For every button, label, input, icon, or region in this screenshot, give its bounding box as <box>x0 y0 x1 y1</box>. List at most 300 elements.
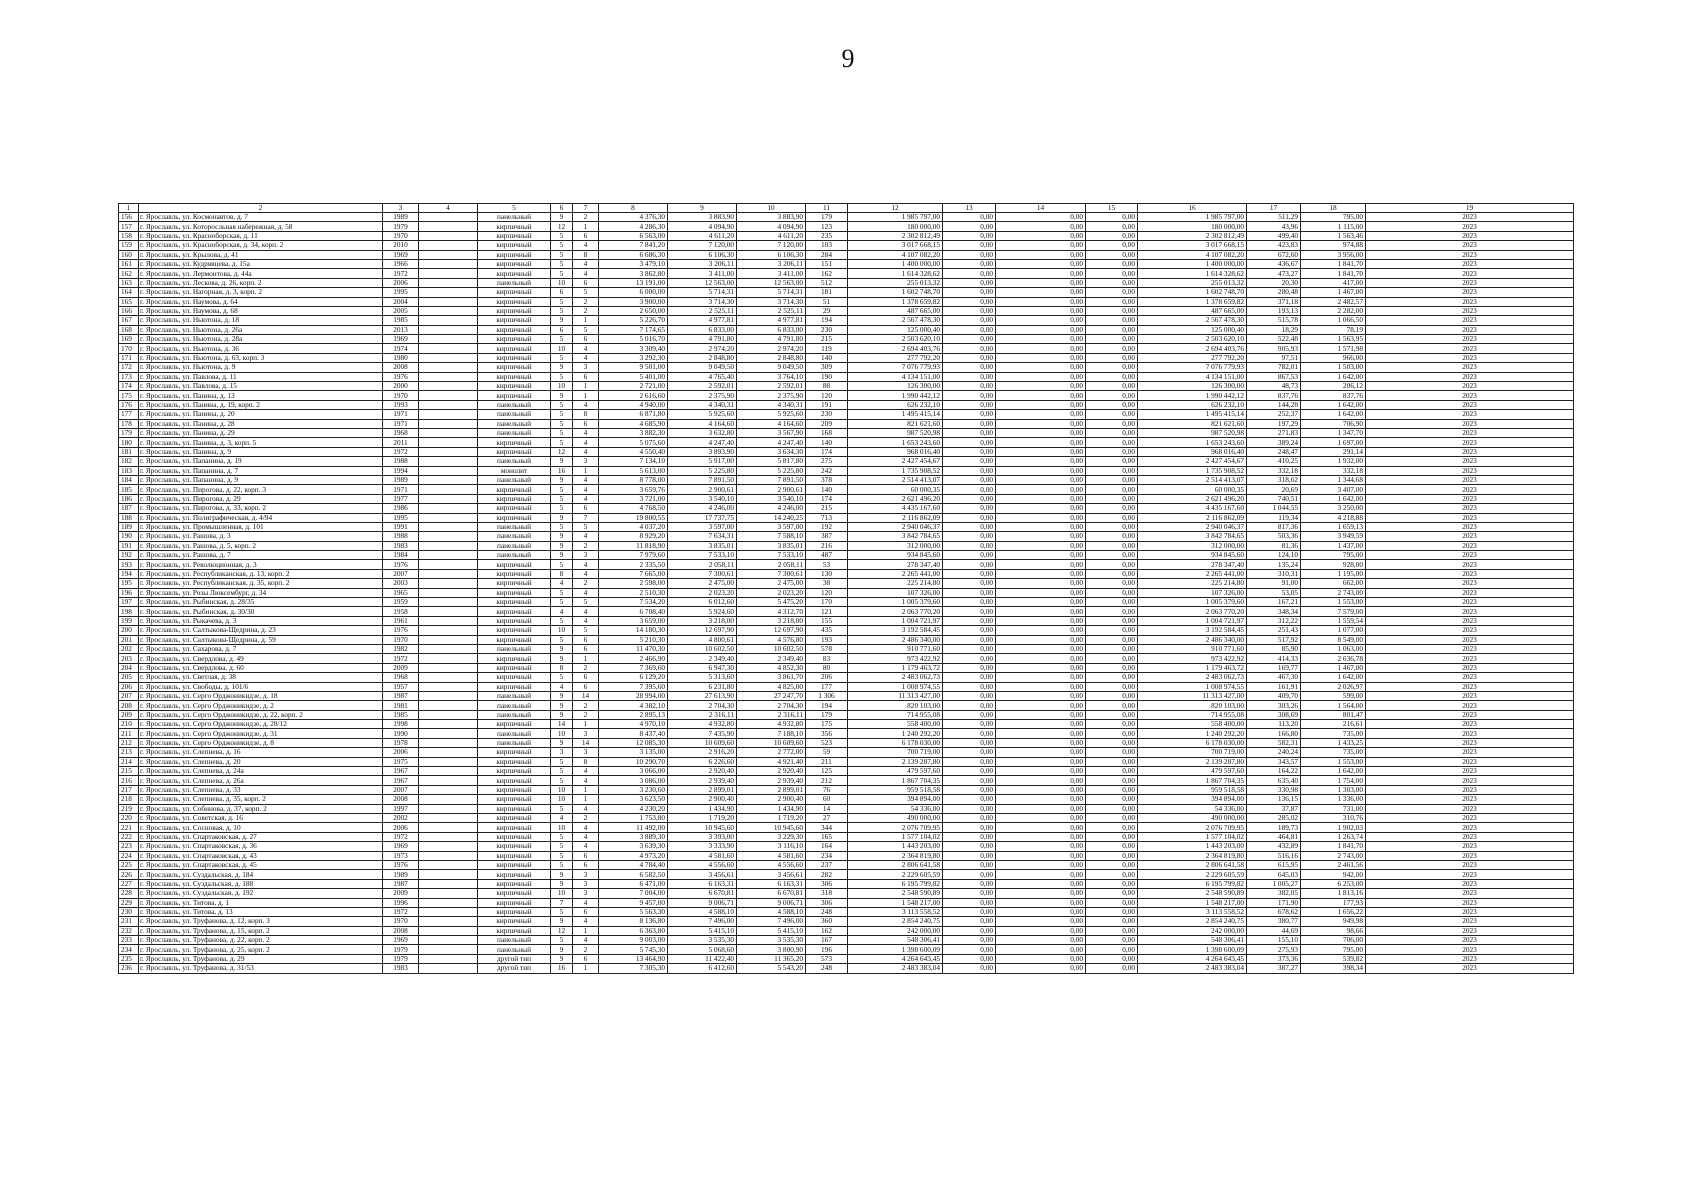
table-cell: 107 326,00 <box>848 588 943 597</box>
table-cell: панельный <box>478 644 551 653</box>
table-cell <box>419 814 478 823</box>
table-cell: 0,00 <box>996 466 1086 475</box>
table-cell: 0,00 <box>943 494 996 503</box>
table-cell: 251,43 <box>1247 626 1301 635</box>
table-cell: 1 642,00 <box>1301 400 1366 409</box>
table-cell: панельный <box>478 457 551 466</box>
table-cell: 0,00 <box>1086 748 1138 757</box>
table-cell: 1 195,00 <box>1301 569 1366 578</box>
row-number-cell: 174 <box>119 382 139 391</box>
table-cell: 2 567 478,30 <box>848 316 943 325</box>
address-cell: г. Ярославль, ул. Ньютона, д. 18 <box>139 316 383 325</box>
table-cell: 0,00 <box>996 842 1086 851</box>
table-cell: 348,34 <box>1247 607 1301 616</box>
table-cell: 910 771,60 <box>1138 644 1247 653</box>
table-cell <box>419 250 478 259</box>
table-cell: 6 195 799,82 <box>848 879 943 888</box>
table-cell: 1 303,00 <box>1301 785 1366 794</box>
table-row <box>119 860 1574 869</box>
table-cell: 10 <box>551 729 573 738</box>
row-number-cell: 180 <box>119 438 139 447</box>
table-cell: 4 312,70 <box>737 607 806 616</box>
table-cell: кирпичный <box>478 626 551 635</box>
address-cell: г. Ярославль, ул. Наумова, д. 64 <box>139 297 383 306</box>
table-row <box>119 823 1574 832</box>
row-number-cell: 194 <box>119 569 139 578</box>
table-cell: 7 174,65 <box>599 325 668 334</box>
table-cell: 5 714,31 <box>737 288 806 297</box>
row-number-cell: 182 <box>119 457 139 466</box>
table-cell: 12 563,00 <box>737 278 806 287</box>
table-cell: кирпичный <box>478 767 551 776</box>
table-cell: 9 <box>551 654 573 663</box>
table-cell: 0,00 <box>1086 288 1138 297</box>
table-cell: 4 376,30 <box>599 213 668 222</box>
table-cell: 1 005 379,60 <box>1138 598 1247 607</box>
table-cell: 0,00 <box>943 569 996 578</box>
table-cell: 3 479,10 <box>599 259 668 268</box>
table-cell: 968 016,40 <box>1138 447 1247 456</box>
table-row <box>119 832 1574 841</box>
table-cell: 11 313 427,00 <box>1138 691 1247 700</box>
row-number-cell: 201 <box>119 635 139 644</box>
table-cell: 1969 <box>383 250 419 259</box>
row-number-cell: 179 <box>119 428 139 437</box>
table-cell: 0,00 <box>943 579 996 588</box>
table-cell: 512 <box>806 278 848 287</box>
table-cell: 44,69 <box>1247 926 1301 935</box>
table-cell: 0,00 <box>996 954 1086 963</box>
column-number-cell: 9 <box>668 204 737 213</box>
table-cell: панельный <box>478 729 551 738</box>
table-cell: 1 985 797,00 <box>848 213 943 222</box>
table-cell: 4 <box>573 616 599 625</box>
table-cell: 4 <box>573 898 599 907</box>
table-cell: кирпичный <box>478 363 551 372</box>
table-cell: 4 <box>573 560 599 569</box>
table-cell: 2002 <box>383 814 419 823</box>
table-cell: 167,21 <box>1247 598 1301 607</box>
table-cell: 389,24 <box>1247 438 1301 447</box>
table-cell: 2 466,90 <box>599 654 668 663</box>
table-cell: 91,00 <box>1247 579 1301 588</box>
table-cell: 2023 <box>1366 391 1574 400</box>
table-cell: 0,00 <box>996 729 1086 738</box>
table-cell: 1 336,00 <box>1301 795 1366 804</box>
address-cell: г. Ярославль, ул. Серго Орджоникидзе, д. 28/12 <box>139 720 383 729</box>
table-cell: 0,00 <box>1086 382 1138 391</box>
table-cell <box>419 363 478 372</box>
table-cell: 5 <box>573 522 599 531</box>
table-cell: 2 349,40 <box>737 654 806 663</box>
table-cell: 0,00 <box>943 532 996 541</box>
table-cell: 2 076 709,95 <box>848 823 943 832</box>
table-cell: 0,00 <box>1086 475 1138 484</box>
table-cell: 1979 <box>383 945 419 954</box>
table-cell: 28 994,00 <box>599 691 668 700</box>
row-number-cell: 196 <box>119 588 139 597</box>
table-cell: 0,00 <box>996 316 1086 325</box>
table-cell: 2 650,00 <box>599 306 668 315</box>
table-cell: 7 579,00 <box>1301 607 1366 616</box>
table-cell: 306 <box>806 898 848 907</box>
table-cell: 2 899,01 <box>737 785 806 794</box>
table-cell: 1 434,90 <box>737 804 806 813</box>
table-cell: 2 <box>573 579 599 588</box>
table-cell: 2023 <box>1366 842 1574 851</box>
table-cell: 5 <box>551 269 573 278</box>
table-row <box>119 673 1574 682</box>
address-cell: г. Ярославль, ул. Спартаковская, д. 43 <box>139 851 383 860</box>
table-cell: 5 <box>573 325 599 334</box>
table-cell: 60 <box>806 795 848 804</box>
table-cell: 1972 <box>383 907 419 916</box>
table-cell <box>419 269 478 278</box>
table-cell: 5 <box>573 598 599 607</box>
table-cell: 3 949,59 <box>1301 532 1366 541</box>
address-cell: г. Ярославль, ул. Сахарова, д. 7 <box>139 644 383 653</box>
table-cell: 2 <box>573 213 599 222</box>
table-row <box>119 720 1574 729</box>
table-cell: 0,00 <box>996 644 1086 653</box>
table-cell: 3 192 584,45 <box>1138 626 1247 635</box>
table-cell: 215 <box>806 504 848 513</box>
row-number-cell: 158 <box>119 231 139 240</box>
address-cell: г. Ярославль, ул. Крылова, д. 41 <box>139 250 383 259</box>
table-cell: 0,00 <box>996 400 1086 409</box>
table-cell: панельный <box>478 213 551 222</box>
table-cell: 3 835,01 <box>737 541 806 550</box>
column-number-cell: 7 <box>573 204 599 213</box>
table-cell: 4 340,31 <box>668 400 737 409</box>
table-cell: 197,29 <box>1247 419 1301 428</box>
table-cell: 2 <box>573 306 599 315</box>
table-cell: 1 443 203,00 <box>848 842 943 851</box>
table-cell: 4 <box>573 438 599 447</box>
table-cell: 6 195 799,82 <box>1138 879 1247 888</box>
table-cell: 360 <box>806 917 848 926</box>
table-cell: 1 <box>573 926 599 935</box>
table-cell: 2006 <box>383 278 419 287</box>
table-cell: 0,00 <box>943 644 996 653</box>
table-cell: 5 415,10 <box>737 926 806 935</box>
table-cell: 230 <box>806 325 848 334</box>
table-cell <box>419 889 478 898</box>
table-cell: 1987 <box>383 879 419 888</box>
table-cell: 2 265 441,00 <box>848 569 943 578</box>
table-cell: 285,02 <box>1247 814 1301 823</box>
table-cell: 10 609,60 <box>737 738 806 747</box>
table-cell: 2 461,56 <box>1301 860 1366 869</box>
table-cell <box>419 767 478 776</box>
table-cell: 1983 <box>383 541 419 550</box>
table-cell: 0,00 <box>943 297 996 306</box>
table-cell: 1 179 463,72 <box>848 663 943 672</box>
table-cell: 2 854 240,75 <box>848 917 943 926</box>
table-cell: 10 <box>551 785 573 794</box>
table-cell: 2 265 441,00 <box>1138 569 1247 578</box>
table-cell: 2023 <box>1366 814 1574 823</box>
address-cell: г. Ярославль, ул. Папанина, д. 7 <box>139 466 383 475</box>
table-cell: 2 116 862,09 <box>1138 513 1247 522</box>
table-cell: 2 076 709,95 <box>1138 823 1247 832</box>
table-cell: 1975 <box>383 757 419 766</box>
table-cell: 1 985 797,00 <box>1138 213 1247 222</box>
table-cell: 2 514 413,07 <box>848 475 943 484</box>
table-cell: 2023 <box>1366 879 1574 888</box>
table-cell: 5 225,80 <box>737 466 806 475</box>
table-row <box>119 635 1574 644</box>
table-cell: панельный <box>478 551 551 560</box>
table-cell: 2 335,50 <box>599 560 668 569</box>
table-cell: 2008 <box>383 926 419 935</box>
table-cell: 1 867 704,35 <box>1138 776 1247 785</box>
table-cell: 0,00 <box>996 701 1086 710</box>
table-cell: 410,25 <box>1247 457 1301 466</box>
table-cell: 2 <box>573 710 599 719</box>
table-cell: 0,00 <box>1086 513 1138 522</box>
table-cell: 0,00 <box>1086 372 1138 381</box>
table-cell: 5 226,70 <box>599 316 668 325</box>
table-cell: 0,00 <box>996 438 1086 447</box>
table-cell: 2 302 812,49 <box>848 231 943 240</box>
table-cell: 1995 <box>383 288 419 297</box>
table-cell: 2023 <box>1366 213 1574 222</box>
table-cell: 5 <box>551 250 573 259</box>
table-cell: 373,36 <box>1247 954 1301 963</box>
table-cell: кирпичный <box>478 391 551 400</box>
table-row <box>119 344 1574 353</box>
table-cell: 735,00 <box>1301 729 1366 738</box>
table-cell: 2 427 454,67 <box>1138 457 1247 466</box>
table-cell: 2 940 046,37 <box>848 522 943 531</box>
table-cell: 2 116 862,09 <box>848 513 943 522</box>
table-cell: 1 240 292,20 <box>1138 729 1247 738</box>
table-cell: 487 665,00 <box>848 306 943 315</box>
table-cell: 2023 <box>1366 438 1574 447</box>
table-cell: кирпичный <box>478 325 551 334</box>
table-cell: 0,00 <box>943 475 996 484</box>
row-number-cell: 197 <box>119 598 139 607</box>
table-cell: 6 106,30 <box>668 250 737 259</box>
table-cell: 0,00 <box>996 823 1086 832</box>
table-cell: 1 <box>573 795 599 804</box>
table-cell: 120 <box>806 588 848 597</box>
address-cell: г. Ярославль, ул. Ньютона, д. 36 <box>139 344 383 353</box>
table-cell <box>419 795 478 804</box>
table-cell: 6 <box>573 231 599 240</box>
table-cell: 2023 <box>1366 607 1574 616</box>
table-cell: 4 230,20 <box>599 804 668 813</box>
table-cell: 136,15 <box>1247 795 1301 804</box>
table-cell: 0,00 <box>996 513 1086 522</box>
table-cell: 0,00 <box>1086 767 1138 776</box>
table-cell <box>419 494 478 503</box>
table-cell: 8 549,00 <box>1301 635 1366 644</box>
table-cell: 4 825,00 <box>737 682 806 691</box>
table-cell: 5 068,60 <box>668 945 737 954</box>
table-cell: 0,00 <box>996 616 1086 625</box>
table-cell: 0,00 <box>996 907 1086 916</box>
table-cell <box>419 231 478 240</box>
table-cell: 0,00 <box>996 626 1086 635</box>
table-cell: 2 694 403,76 <box>848 344 943 353</box>
table-cell: 4 <box>573 936 599 945</box>
table-cell: 167 <box>806 936 848 945</box>
table-cell: 179 <box>806 213 848 222</box>
table-cell <box>419 588 478 597</box>
table-cell: 144,28 <box>1247 400 1301 409</box>
table-cell: 5 016,70 <box>599 335 668 344</box>
table-cell: 1 990 442,12 <box>1138 391 1247 400</box>
table-cell: 291,14 <box>1301 447 1366 456</box>
table-cell: 2 548 590,89 <box>1138 889 1247 898</box>
table-row <box>119 363 1574 372</box>
address-cell: г. Ярославль, ул. Серго Орджоникидзе, д. 22, корп. 2 <box>139 710 383 719</box>
table-cell: 1 753,80 <box>599 814 668 823</box>
table-row <box>119 710 1574 719</box>
row-number-cell: 198 <box>119 607 139 616</box>
table-cell: 140 <box>806 438 848 447</box>
table-cell: 4 <box>573 776 599 785</box>
table-cell: 2 567 478,30 <box>1138 316 1247 325</box>
table-cell: 4 094,90 <box>668 222 737 231</box>
table-row <box>119 917 1574 926</box>
table-cell: 5 745,30 <box>599 945 668 954</box>
table-cell: 0,00 <box>943 607 996 616</box>
table-cell: 9 049,50 <box>668 363 737 372</box>
row-number-cell: 233 <box>119 936 139 945</box>
table-cell: 4 611,20 <box>668 231 737 240</box>
table-cell: 414,33 <box>1247 654 1301 663</box>
table-cell: 0,00 <box>943 654 996 663</box>
table-cell: 2006 <box>383 748 419 757</box>
table-row <box>119 541 1574 550</box>
table-cell: 0,00 <box>996 767 1086 776</box>
table-cell: 2 806 641,58 <box>1138 860 1247 869</box>
table-cell: 180 000,00 <box>1138 222 1247 231</box>
table-cell: 8 778,00 <box>599 475 668 484</box>
table-cell: 2 503 620,10 <box>1138 335 1247 344</box>
table-row <box>119 748 1574 757</box>
row-number-cell: 231 <box>119 917 139 926</box>
row-number-cell: 215 <box>119 767 139 776</box>
table-cell: 10 <box>551 889 573 898</box>
table-cell: 2 743,00 <box>1301 588 1366 597</box>
table-cell <box>419 748 478 757</box>
table-row <box>119 504 1574 513</box>
table-cell: 1 841,70 <box>1301 842 1366 851</box>
table-cell: 10 602,50 <box>737 644 806 653</box>
address-cell: г. Ярославль, ул. Ньютона, д. 26а <box>139 325 383 334</box>
table-cell: 12 <box>551 926 573 935</box>
table-cell: 332,18 <box>1301 466 1366 475</box>
table-cell: 330,98 <box>1247 785 1301 794</box>
table-cell <box>419 804 478 813</box>
address-cell: г. Ярославль, ул. Суздальская, д. 188 <box>139 879 383 888</box>
table-cell: 3 956,00 <box>1301 250 1366 259</box>
table-cell: 19 800,55 <box>599 513 668 522</box>
address-cell: г. Ярославль, ул. Промышленная, д. 101 <box>139 522 383 531</box>
table-cell: 53 <box>806 560 848 569</box>
table-cell: 177,93 <box>1301 898 1366 907</box>
table-cell: 53,05 <box>1247 588 1301 597</box>
table-cell: 801,47 <box>1301 710 1366 719</box>
table-row <box>119 325 1574 334</box>
table-cell: 1 571,98 <box>1301 344 1366 353</box>
row-number-cell: 204 <box>119 663 139 672</box>
table-cell: 3 535,30 <box>668 936 737 945</box>
row-number-cell: 162 <box>119 269 139 278</box>
table-cell: 0,00 <box>1086 353 1138 362</box>
table-cell: 0,00 <box>996 428 1086 437</box>
table-cell: 0,00 <box>996 738 1086 747</box>
table-cell: 1 004 721,97 <box>848 616 943 625</box>
table-cell: 0,00 <box>1086 485 1138 494</box>
table-cell: 2004 <box>383 297 419 306</box>
table-cell: 2023 <box>1366 269 1574 278</box>
table-cell: 1 902,03 <box>1301 823 1366 832</box>
table-cell: 987 520,98 <box>848 428 943 437</box>
table-cell: 5 <box>551 616 573 625</box>
table-cell: 312 000,00 <box>848 541 943 550</box>
table-cell: 4 <box>551 682 573 691</box>
table-cell: 5 <box>573 626 599 635</box>
table-cell: 5 <box>551 804 573 813</box>
table-cell <box>419 400 478 409</box>
table-cell: 1 642,00 <box>1301 767 1366 776</box>
table-cell: 284 <box>806 250 848 259</box>
table-cell: 7 533,10 <box>668 551 737 560</box>
table-cell: 1978 <box>383 738 419 747</box>
table-cell <box>419 222 478 231</box>
table-cell: 7 369,60 <box>599 663 668 672</box>
table-cell: 0,00 <box>996 551 1086 560</box>
table-cell: 14 <box>806 804 848 813</box>
table-cell: 0,00 <box>943 748 996 757</box>
table-cell: 0,00 <box>943 738 996 747</box>
table-cell: 1968 <box>383 673 419 682</box>
table-cell: панельный <box>478 410 551 419</box>
table-cell: 4 <box>573 475 599 484</box>
table-cell: 4 435 167,60 <box>1138 504 1247 513</box>
table-cell: 714 955,08 <box>848 710 943 719</box>
table-cell: 6 412,60 <box>668 964 737 973</box>
table-cell: 968 016,40 <box>848 447 943 456</box>
address-cell: г. Ярославль, ул. Пирогова, д. 22, корп. 3 <box>139 485 383 494</box>
column-number-cell: 12 <box>848 204 943 213</box>
table-cell: 700 719,00 <box>848 748 943 757</box>
row-number-cell: 167 <box>119 316 139 325</box>
table-cell: 318,62 <box>1247 475 1301 484</box>
table-row <box>119 954 1574 963</box>
table-cell: 1967 <box>383 776 419 785</box>
table-row <box>119 457 1574 466</box>
table-cell: 1989 <box>383 475 419 484</box>
table-cell: 5 925,60 <box>668 410 737 419</box>
table-cell: 0,00 <box>943 663 996 672</box>
table-cell: 7 533,10 <box>737 551 806 560</box>
table-cell: 4 784,40 <box>599 860 668 869</box>
table-cell: 6 <box>573 682 599 691</box>
table-cell: 7 435,90 <box>668 729 737 738</box>
address-cell: г. Ярославль, ул. Свердлова, д. 60 <box>139 663 383 672</box>
table-cell: 6 947,30 <box>668 663 737 672</box>
table-cell: 3 <box>573 889 599 898</box>
table-cell: 7 300,61 <box>737 569 806 578</box>
table-cell: 1967 <box>383 767 419 776</box>
table-cell: 2 525,11 <box>737 306 806 315</box>
